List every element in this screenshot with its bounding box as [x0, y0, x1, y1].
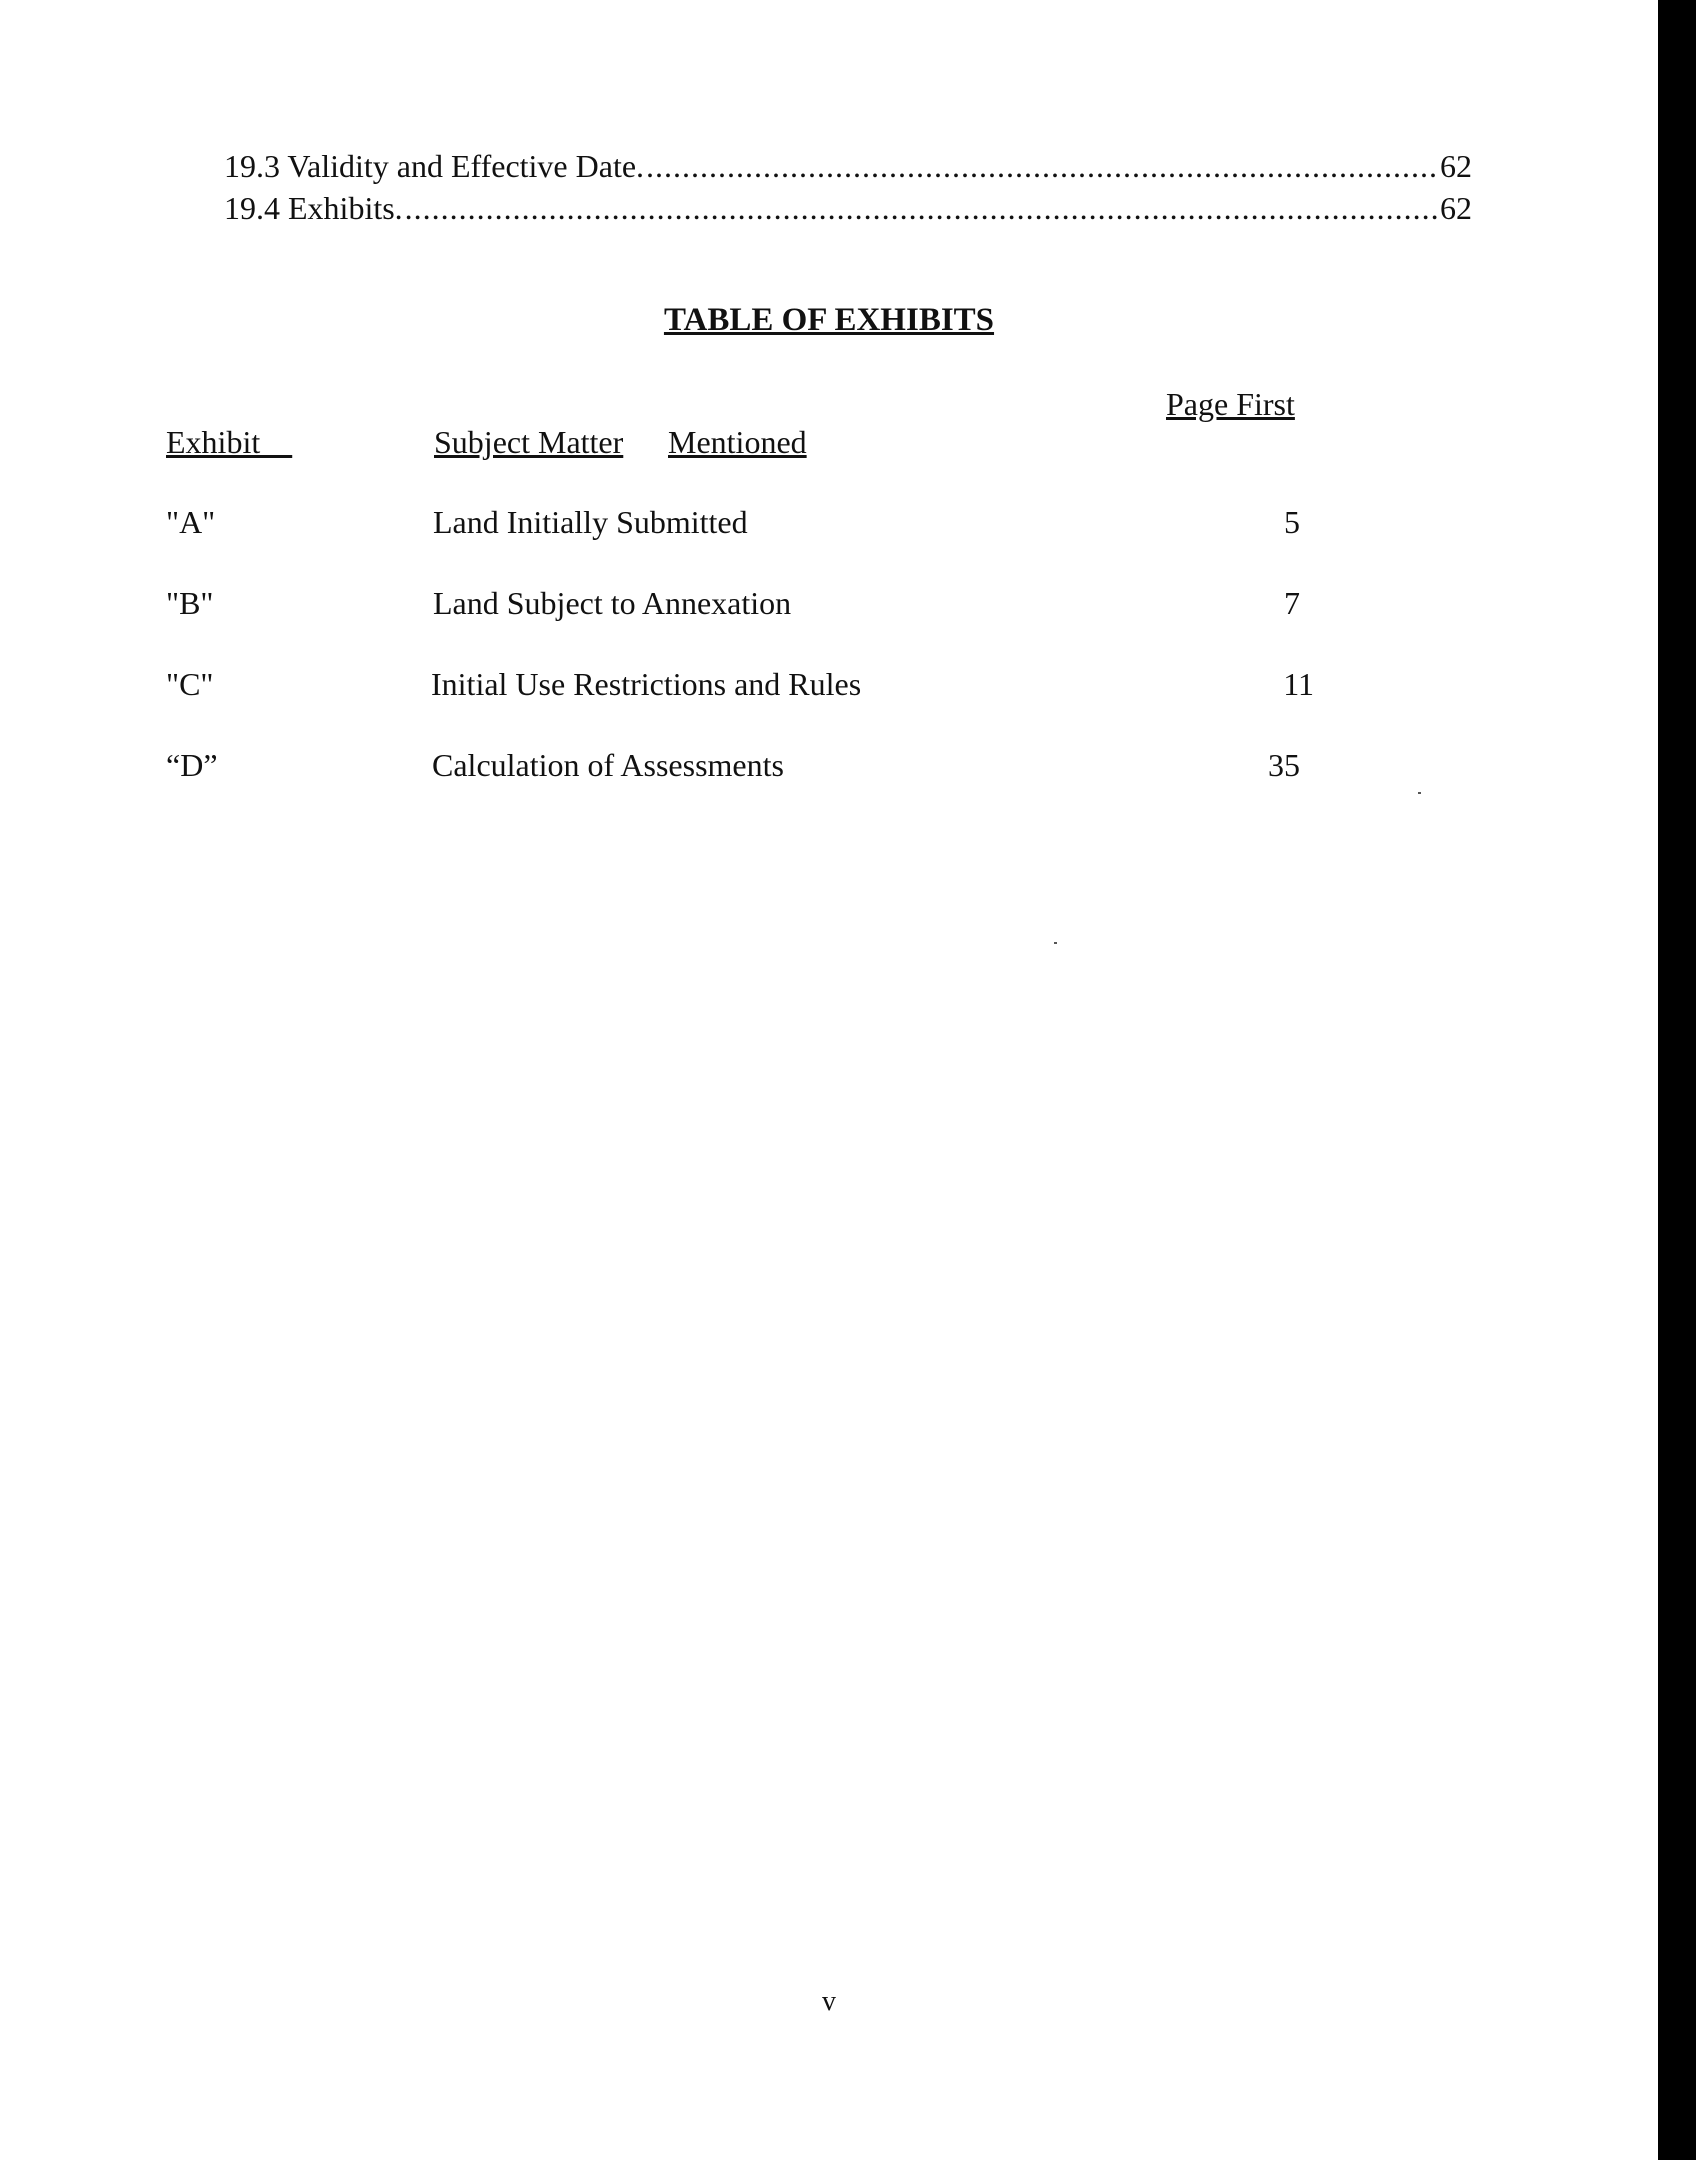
exhibit-letter: "C" — [166, 666, 214, 702]
toc-entry-label: 19.3 Validity and Effective Date. — [224, 148, 645, 184]
toc-entry-page: 62 — [1440, 190, 1472, 226]
toc-entry-page: 62 — [1440, 148, 1472, 184]
exhibit-subject: Initial Use Restrictions and Rules — [431, 666, 862, 702]
toc-dot-leader — [405, 186, 1438, 230]
scan-speck — [1418, 792, 1421, 794]
exhibit-page: 35 — [1268, 747, 1300, 783]
header-mentioned: Mentioned — [668, 424, 807, 460]
scan-speck — [1054, 942, 1057, 944]
toc-dot-leader — [646, 144, 1438, 188]
toc-entry — [224, 144, 1472, 188]
exhibit-subject: Calculation of Assessments — [432, 747, 784, 783]
exhibit-letter: “D” — [166, 747, 218, 783]
toc-entry — [224, 186, 1472, 230]
exhibit-subject: Land Initially Submitted — [433, 504, 748, 540]
table-of-exhibits-title: TABLE OF EXHIBITS — [663, 302, 995, 338]
exhibit-page: 5 — [1284, 504, 1300, 540]
exhibit-letter: "B" — [166, 585, 214, 621]
exhibit-subject: Land Subject to Annexation — [433, 585, 792, 621]
toc-entry-label: 19.4 Exhibits. — [224, 190, 403, 226]
exhibit-letter: "A" — [166, 504, 216, 540]
scan-border-edge — [1658, 0, 1696, 2160]
header-subject-matter: Subject Matter — [434, 424, 624, 460]
header-exhibit: Exhibit — [166, 424, 293, 460]
exhibit-page: 11 — [1283, 666, 1314, 702]
header-page-first: Page First — [1166, 386, 1295, 422]
exhibit-page: 7 — [1284, 585, 1300, 621]
page-number: v — [822, 1986, 836, 2017]
